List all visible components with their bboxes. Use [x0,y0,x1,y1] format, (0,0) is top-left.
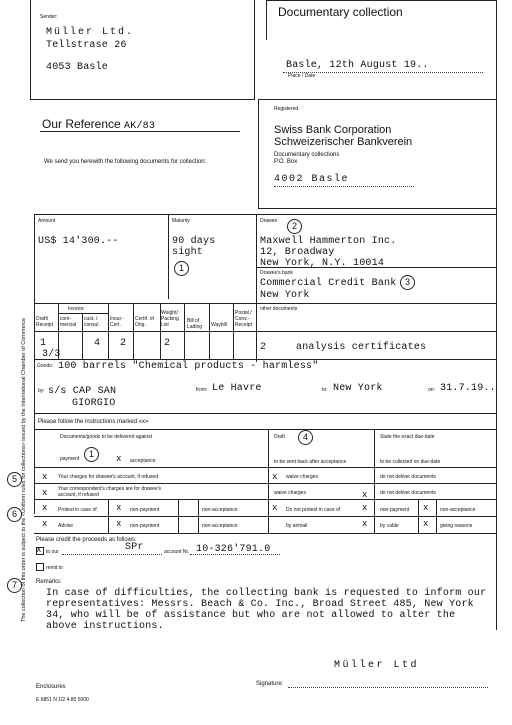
instr-no-deliver2: do not deliver documents [380,490,436,496]
credit-remit: remit to [46,565,63,571]
bank-dept: Documentary collections [274,152,340,158]
shipment-from-label: from: [196,387,208,393]
place-date-label: Place / Date [288,73,316,79]
credit-label: Please credit the proceeds as follows: [36,537,137,543]
vertical-note: The collection of this order is subject to the «Uniform rules for collections» issued by the International Chamber of Commerce [21,317,27,622]
frame-bank-top [258,99,496,100]
amount-label: Amount [38,218,56,224]
doc-val-cust: 2 [120,338,127,349]
credit-account-line [190,554,280,555]
instr-docs-head: Documents/goods to be delivered against [60,434,153,440]
instr-sent-back: to be sent back after acceptance [274,459,347,465]
docs-col-6 [184,303,185,359]
credit-remit-checkbox[interactable] [36,563,44,571]
instr-draft-head: Draft [274,434,285,440]
docs-col-3 [108,303,109,359]
drawees-bank-label: Drawee's bank [260,270,293,276]
credit-to-our-mark: x [36,545,42,555]
circle-6: 6 [7,507,22,522]
doc-val-draft: 1 [40,338,47,349]
instr-acceptance: acceptance [130,458,156,464]
place-date-value: Basle, 12th August 19.. [286,60,429,71]
docs-col-4 [133,303,134,359]
credit-account-nr-label: account Nr. [164,549,190,555]
instr-r4-v2 [178,499,179,533]
instr-r4-v3 [198,499,199,533]
doc-val-commercial: 4 [94,338,101,349]
frame-title-top [266,0,496,1]
instr-mid2 [374,429,375,533]
invoice-sub-line [58,313,108,314]
doc-header-other: other documents [260,306,298,312]
sender-label: Sender: [40,14,58,20]
credit-account-name: SPr [125,542,144,553]
shipment-to-label: to: [322,387,328,393]
table-mid1 [168,214,169,299]
shipment-bottom [34,413,496,414]
docs-header-bottom [34,331,496,332]
reference-label: Our Reference [42,117,121,131]
signature-name: Müller Ltd [334,660,420,671]
instr-due-head: State the exact due-date [380,434,435,440]
credit-to-our: to our [46,549,59,555]
shipment-on: 31.7.19.. [440,383,496,394]
instr-non-acceptance-a: non-acceptance [202,507,238,513]
mark-cable: x [362,519,368,529]
drawee-line3: New York, N.Y. 10014 [260,258,385,269]
doc-header-bol: Bill of Lading [187,318,203,330]
instr-charges-drawee: Your charges for drawee's account, if refused [58,474,158,480]
reference-value: AK/83 [124,121,156,132]
doc-header-invoice: Invoice [68,306,84,312]
maturity-label: Maturity [172,218,190,224]
drawees-bank-line2: New York [260,290,310,301]
instr-giving-reasons: giving reasons [440,523,473,529]
mark-nonacc2: x [423,503,429,513]
shipment-from: Le Havre [212,383,262,394]
form-code: E 6851 N 1/2 4.80 5000 [36,697,89,703]
docs-header-top [34,303,256,304]
mark-protest: x [42,503,48,513]
drawees-bank-line1: Commercial Credit Bank [260,278,397,289]
bank-registered: Registered [274,106,299,112]
bank-name1: Swiss Bank Corporation [274,124,392,136]
shipment-by: s/s CAP SAN [48,386,117,397]
bank-city-line [274,186,414,187]
drawee-line2: 12, Broadway [260,247,335,258]
instr-non-payment-a: non-payment [130,507,160,513]
signature-line [288,687,488,688]
instr-r4-v1 [108,499,109,533]
frame-sender-right [254,0,255,100]
doc-header-insur: Insur.- Cert. [110,316,124,328]
doc-header-draft: Draft/ Receipt [36,316,53,328]
instr-waive1: waive charges [286,474,318,480]
shipment-to: New York [333,383,383,394]
mark-no-protest: x [272,503,278,513]
sender-street: Tellstrase 26 [46,40,127,51]
mark-charges-corr: x [42,488,48,498]
table-top [34,214,496,215]
docs-col-7 [209,303,210,359]
signature-label: Signature: [256,681,284,687]
instr-non-payment2: non-payment [380,507,410,513]
shipment-by-label: by: [38,388,45,394]
bank-name2: Schweizerischer Bankverein [274,136,413,148]
doc-val-draft2: 3/3 [42,349,61,360]
instr-top [34,429,496,430]
other-docs-sep [256,303,496,304]
instr-non-acceptance2: non-acceptance [440,507,476,513]
frame-right [496,0,497,630]
instr-non-acceptance-b: non-acceptance [202,523,238,529]
table-left [34,214,35,514]
instr-bottom [34,533,496,534]
instructions-title: Please follow the instructions marked «x» [38,419,149,425]
docs-col-8 [233,303,234,359]
intro-text: We send you herewith the following documents for collection: [44,159,207,165]
credit-account-nr: 10-326'791.0 [196,544,271,555]
enclosures: Enclosures [36,684,66,690]
doc-header-weight: Weight/ Packing List [161,310,179,328]
maturity-line1: 90 days [172,236,216,247]
doc-header-postal: Postal / Conv.- Receipt [235,310,252,328]
instr-non-payment-b: non-payment [130,523,160,529]
drawee-label: Drawee [260,218,278,224]
bank-pobox: P.O. Box [274,159,298,165]
circle-3: 3 [400,275,415,290]
instr-mid1 [268,429,269,533]
docs-col-2 [82,313,83,359]
sender-city: 4053 Basle [46,62,109,73]
instr-row4-line [34,516,496,517]
remarks-label: Remarks: [36,579,62,585]
instr-by-cable: by cable [380,523,399,529]
goods-top [34,359,496,360]
instr-charges-corr: Your correspondent's charges are for drawee's account, if refused [58,486,162,498]
reference-line [40,131,240,132]
doc-val-other-desc: analysis certificates [296,342,427,353]
mark-advise-np: x [116,519,122,529]
frame-bank-bottom [258,208,496,209]
circle-4: 4 [298,430,313,445]
credit-to-our-line [62,554,162,555]
instr-no-protest: Do not protest in case of [286,507,341,513]
mark-protest-np: x [116,503,122,513]
mark-charges-drawee: x [42,472,48,482]
circle-5: 5 [7,472,22,487]
circle-1: 1 [174,261,189,276]
remarks-text: In case of difficulties, the collecting bank is requested to inform our representatives: Messrs. Beach & Co. Inc., Broad Street 485, New York 34, who will be of assistance but who are not allowed to alter the above instructions. [46,588,487,632]
instr-row3-line [34,499,496,500]
instr-protest: Protest in case of [58,507,97,513]
goods-value: 100 barrels "Chemical products - harmless" [58,361,319,372]
frame-title-left [266,0,267,40]
instr-waive2: waive charges [274,490,306,496]
mark-no-deliver2: x [362,490,368,500]
doc-header-commercial: com- mercial [60,316,77,328]
shipment-by2: GIORGIO [72,398,116,409]
drawee-line1: Maxwell Hammerton Inc. [260,236,397,247]
goods-label: Goods: [37,363,54,369]
frame-left [30,0,31,100]
frame-sender-bottom [30,99,254,100]
mark-acceptance: x [116,454,122,464]
frame-bank-left [258,99,259,209]
mark-nonpay2: x [362,503,368,513]
table-mid2 [256,214,257,362]
instr-r4-v4 [418,499,419,533]
doc-header-certif: Certif. of Orig. [135,316,154,328]
instr-airmail: by airmail [286,523,308,529]
mark-reasons: x [423,519,429,529]
doc-header-cust: cust. / consul. [84,316,100,328]
instr-collected-due: to be collected on due-date [380,459,441,465]
circle-1b: 1 [84,447,99,462]
doc-header-waybill: Waybill [211,322,227,328]
form-title: Documentary collection [278,5,403,19]
mark-waive1: x [272,472,278,482]
instr-payment: payment [60,456,80,462]
instr-no-deliver1: do not deliver documents [380,474,436,480]
doc-val-other-count: 2 [260,342,267,353]
circle-2: 2 [287,219,302,234]
bank-city: 4002 Basle [274,174,350,185]
circle-7: 7 [7,578,22,593]
instr-advise: Advise [58,523,74,529]
doc-val-weight: 2 [164,338,171,349]
sender-name: Müller Ltd. [46,27,135,38]
instr-row2-line [34,483,496,484]
instr-r4-v5 [436,499,437,533]
mark-advise: x [42,519,48,529]
amount-value: US$ 14'300.-- [38,236,119,247]
instr-row1-line [34,467,496,468]
maturity-line2: sight [172,247,204,258]
shipment-on-label: on: [428,387,435,393]
